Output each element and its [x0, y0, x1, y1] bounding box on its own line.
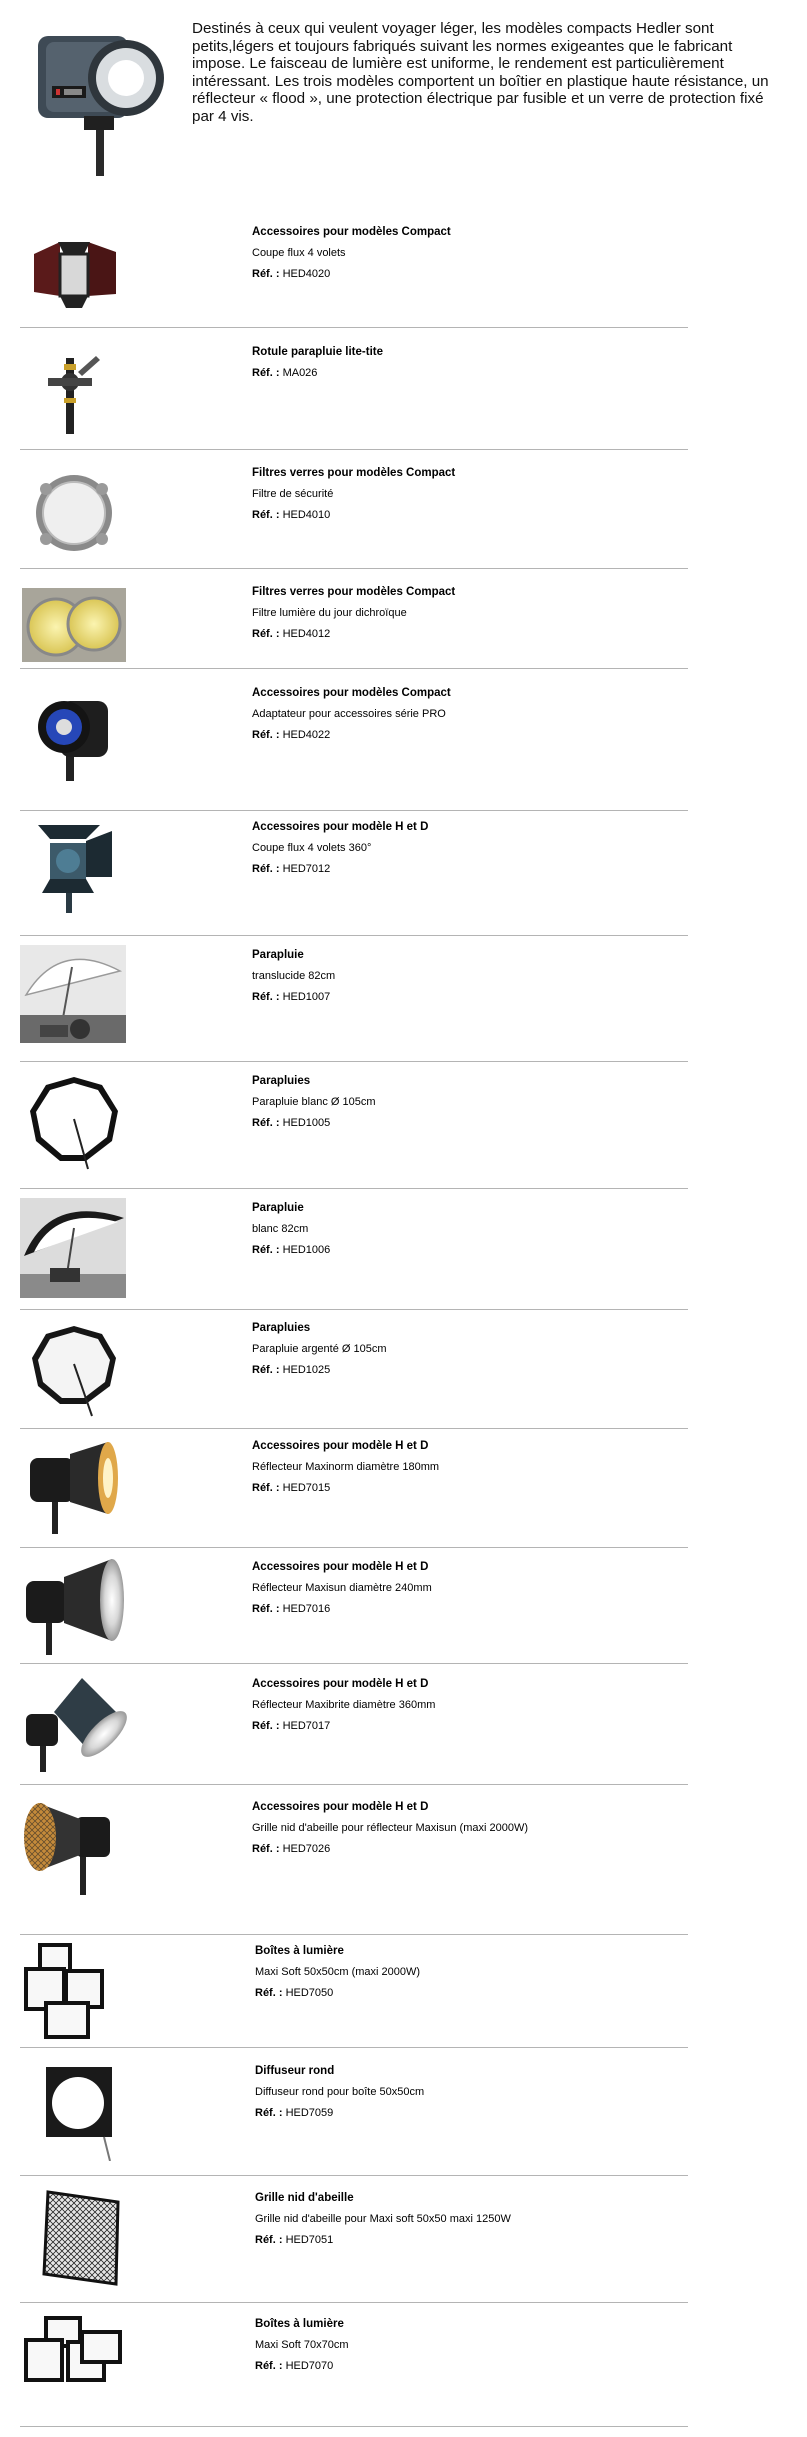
silver-umbrella-icon: [20, 1318, 128, 1418]
product-description: Parapluie argenté Ø 105cm: [252, 1343, 387, 1355]
barn-doors-icon: [20, 222, 128, 322]
divider: [20, 1547, 688, 1548]
ref-label: Réf. :: [252, 1843, 280, 1855]
product-description: Parapluie blanc Ø 105cm: [252, 1096, 376, 1108]
ref-label: Réf. :: [252, 268, 280, 280]
product-title: Filtres verres pour modèles Compact: [252, 467, 456, 479]
intro-paragraph: Destinés à ceux qui veulent voyager léger, les modèles compacts Hedler sont petits,légers et toujours fabriqués suivant les normes exigeantes que le fabricant impose. Le faisceau de lumière est uniforme, le rendement est particulièrement intéressant. Les trois modèles comportent un boîtier en plastique haute résistance, un réflecteur « flood », une protection électrique par fusible et un verre de protection fixé par 4 vis.: [192, 20, 769, 125]
softbox-grid-icon: [20, 2188, 128, 2288]
ref-label: Réf. :: [252, 509, 280, 521]
divider: [20, 1309, 688, 1310]
product-title: Parapluie: [252, 1202, 304, 1214]
reflector-360-icon: [20, 1674, 128, 1774]
product-description: Diffuseur rond pour boîte 50x50cm: [255, 2086, 425, 2098]
product-title: Accessoires pour modèle H et D: [252, 1561, 429, 1573]
product-title: Parapluie: [252, 949, 304, 961]
product-title: Rotule parapluie lite-tite: [252, 346, 383, 358]
ref-label: Réf. :: [255, 2107, 283, 2119]
ref-code: MA026: [282, 367, 318, 379]
product-title: Accessoires pour modèles Compact: [252, 687, 451, 699]
umbrella-82-icon: [20, 1198, 128, 1298]
product-title: Grille nid d'abeille: [255, 2192, 354, 2204]
product-ref: [255, 2103, 675, 2124]
ref-code: HED4020: [282, 268, 331, 280]
product-ref: [252, 987, 672, 1008]
ref-label: Réf. :: [252, 1244, 280, 1256]
product-title: Accessoires pour modèle H et D: [252, 1801, 429, 1813]
ref-label: Réf. :: [255, 2234, 283, 2246]
divider: [20, 1061, 688, 1062]
product-description: Réflecteur Maxinorm diamètre 180mm: [252, 1461, 440, 1473]
product-description: Coupe flux 4 volets 360°: [252, 842, 372, 854]
ref-code: HED7026: [282, 1843, 331, 1855]
product-description: Réflecteur Maxisun diamètre 240mm: [252, 1582, 432, 1594]
product-title: Filtres verres pour modèles Compact: [252, 586, 456, 598]
product-description: Adaptateur pour accessoires série PRO: [252, 708, 446, 720]
divider: [20, 1784, 688, 1785]
ref-code: HED7070: [285, 2360, 334, 2372]
translucent-umbrella-icon: [20, 945, 128, 1045]
product-description: Coupe flux 4 volets: [252, 247, 346, 259]
ref-label: Réf. :: [252, 1117, 280, 1129]
product-ref: [252, 725, 672, 746]
divider: [20, 449, 688, 450]
product-title: Diffuseur rond: [255, 2065, 335, 2077]
hedler-compact-lamp-photo: [26, 16, 176, 176]
ref-code: HED7017: [282, 1720, 331, 1732]
ref-label: Réf. :: [252, 863, 280, 875]
ref-code: HED4022: [282, 729, 331, 741]
ref-code: HED7012: [282, 863, 331, 875]
ref-code: HED7051: [285, 2234, 334, 2246]
ref-label: Réf. :: [252, 367, 280, 379]
divider: [20, 668, 688, 669]
product-description: Grille nid d'abeille pour Maxi soft 50x50 maxi 1250W: [255, 2213, 511, 2225]
divider: [20, 568, 688, 569]
product-description: Maxi Soft 50x50cm (maxi 2000W): [255, 1966, 421, 1978]
ref-code: HED7016: [282, 1603, 331, 1615]
softbox-50-icon: [20, 1941, 128, 2041]
divider: [20, 327, 688, 328]
product-title: Accessoires pour modèle H et D: [252, 1440, 429, 1452]
adapter-icon: [20, 683, 128, 783]
ref-code: HED7050: [285, 1987, 334, 1999]
product-ref: [252, 1839, 672, 1860]
divider: [20, 810, 688, 811]
intro-section: [0, 0, 807, 200]
product-title: Accessoires pour modèle H et D: [252, 1678, 429, 1690]
divider: [20, 1663, 688, 1664]
product-ref: [252, 505, 672, 526]
product-title: Boîtes à lumière: [255, 1945, 344, 1957]
product-title: Accessoires pour modèles Compact: [252, 226, 451, 238]
dichroic-filter-icon: [20, 582, 128, 682]
product-ref: [255, 1983, 675, 2004]
ref-label: Réf. :: [252, 1720, 280, 1732]
divider: [20, 2047, 688, 2048]
ref-label: Réf. :: [252, 1364, 280, 1376]
white-umbrella-icon: [20, 1071, 128, 1171]
product-ref: [252, 1478, 672, 1499]
ref-label: Réf. :: [252, 1603, 280, 1615]
product-ref: [252, 1599, 672, 1620]
product-ref: [252, 1240, 672, 1261]
product-description: translucide 82cm: [252, 970, 336, 982]
product-title: Parapluies: [252, 1322, 311, 1334]
divider: [20, 935, 688, 936]
product-ref: [255, 2356, 675, 2377]
divider: [20, 2175, 688, 2176]
ref-code: HED1005: [282, 1117, 331, 1129]
ref-code: HED1025: [282, 1364, 331, 1376]
barn-doors-360-icon: [20, 817, 128, 917]
ref-code: HED1006: [282, 1244, 331, 1256]
safety-glass-filter-icon: [20, 463, 128, 563]
product-description: blanc 82cm: [252, 1223, 309, 1235]
product-title: Accessoires pour modèle H et D: [252, 821, 429, 833]
divider: [20, 1934, 688, 1935]
ref-label: Réf. :: [255, 1987, 283, 1999]
divider: [20, 2302, 688, 2303]
ref-code: HED4010: [282, 509, 331, 521]
ref-code: HED4012: [282, 628, 331, 640]
product-ref: [252, 264, 672, 285]
ref-code: HED7059: [285, 2107, 334, 2119]
product-ref: [252, 1360, 672, 1381]
product-description: Filtre lumière du jour dichroïque: [252, 607, 407, 619]
divider: [20, 1188, 688, 1189]
divider: [20, 1428, 688, 1429]
divider: [20, 2426, 688, 2427]
ref-label: Réf. :: [252, 729, 280, 741]
product-description: Grille nid d'abeille pour réflecteur Maxisun (maxi 2000W): [252, 1822, 528, 1834]
ref-label: Réf. :: [255, 2360, 283, 2372]
ref-label: Réf. :: [252, 628, 280, 640]
reflector-180-icon: [20, 1436, 128, 1536]
honeycomb-reflector-icon: [20, 1797, 128, 1897]
ref-label: Réf. :: [252, 1482, 280, 1494]
round-diffuser-icon: [20, 2061, 128, 2161]
product-description: Réflecteur Maxibrite diamètre 360mm: [252, 1699, 436, 1711]
ref-code: HED1007: [282, 991, 331, 1003]
product-ref: [255, 2230, 675, 2251]
umbrella-bracket-icon: [20, 342, 128, 442]
product-ref: [252, 859, 672, 880]
product-ref: [252, 1113, 672, 1134]
product-description: Maxi Soft 70x70cm: [255, 2339, 349, 2351]
ref-label: Réf. :: [252, 991, 280, 1003]
ref-code: HED7015: [282, 1482, 331, 1494]
reflector-240-icon: [20, 1557, 128, 1657]
product-title: Parapluies: [252, 1075, 311, 1087]
product-ref: [252, 624, 672, 645]
product-description: Filtre de sécurité: [252, 488, 334, 500]
product-ref: [252, 363, 672, 384]
softbox-70-icon: [20, 2314, 128, 2414]
product-title: Boîtes à lumière: [255, 2318, 344, 2330]
product-ref: [252, 1716, 672, 1737]
